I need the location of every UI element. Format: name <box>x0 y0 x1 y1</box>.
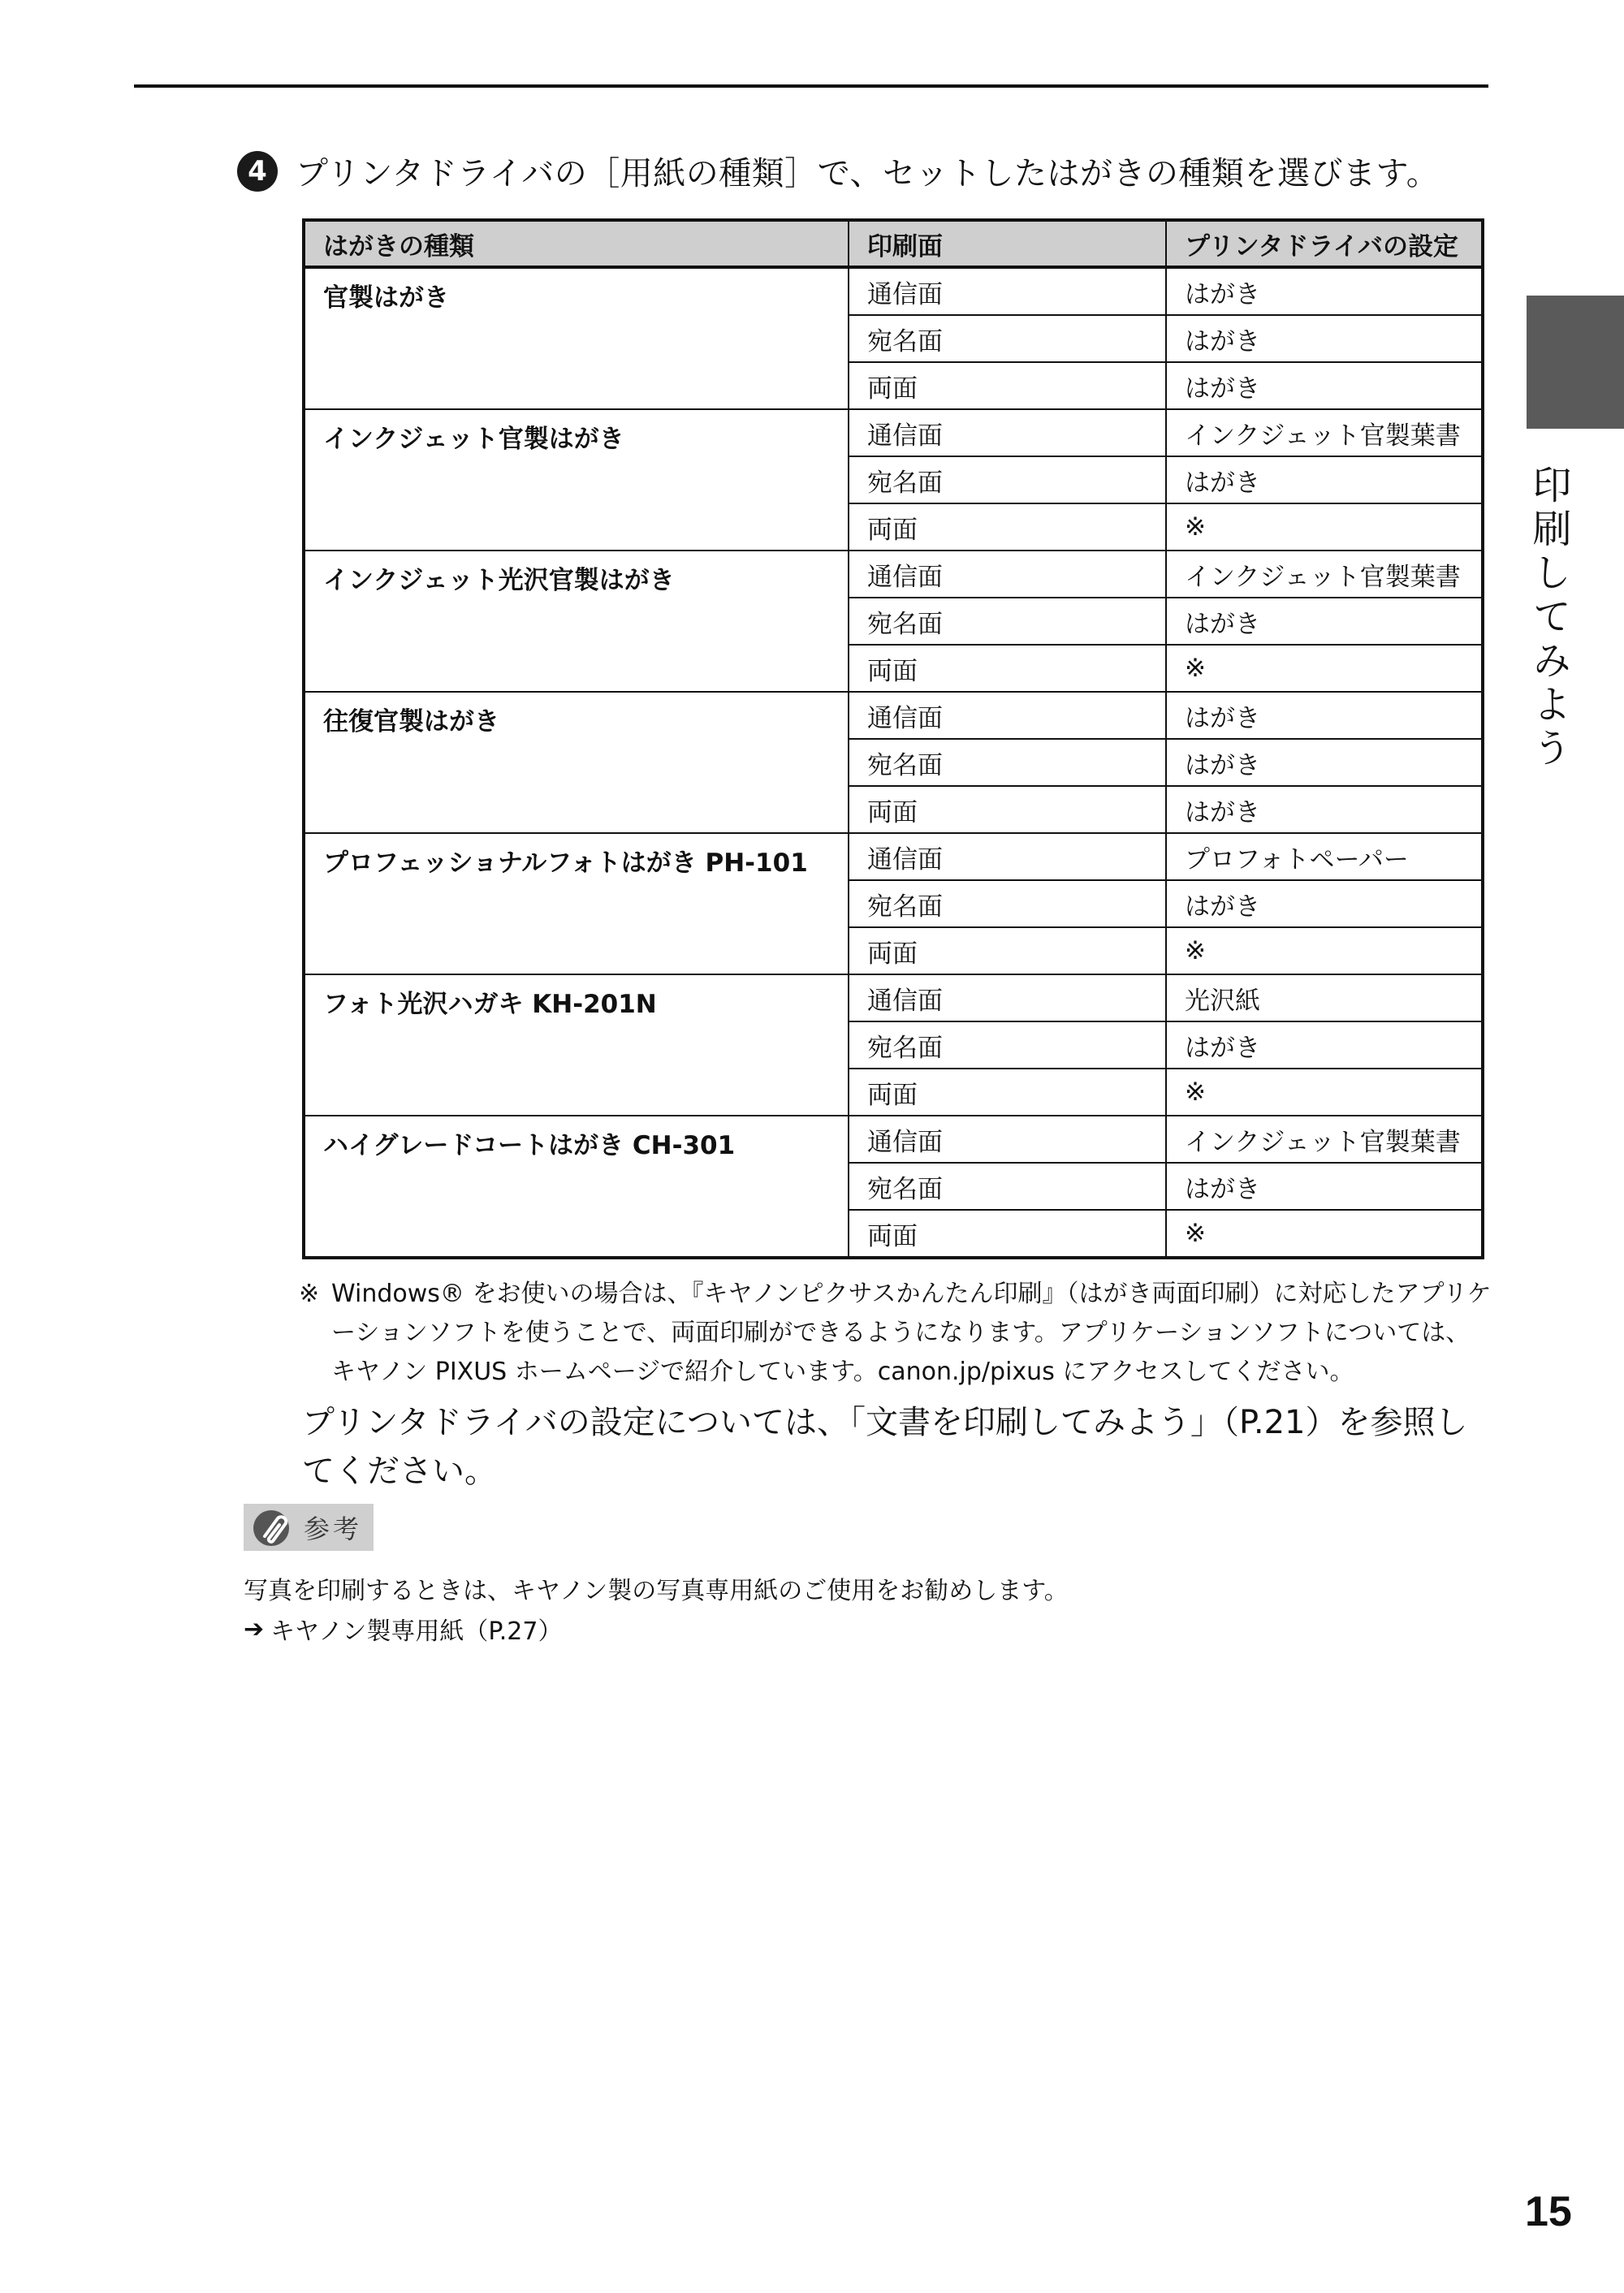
postcard-type-cell: 往復官製はがき <box>304 692 849 833</box>
reference-header <box>244 1504 374 1551</box>
header-postcard-type: はがきの種類 <box>304 220 849 267</box>
chapter-tab <box>1527 296 1624 429</box>
print-side-cell: 通信面 <box>849 833 1166 880</box>
driver-setting-cell: ※ <box>1166 1069 1483 1116</box>
table-row <box>304 833 1483 880</box>
driver-setting-cell: ※ <box>1166 1210 1483 1258</box>
driver-setting-cell: インクジェット官製葉書 <box>1166 409 1483 456</box>
postcard-type-cell: プロフェッショナルフォトはがき PH-101 <box>304 833 849 974</box>
reference-tip: 写真を印刷するときは、キヤノン製の写真専用紙のご使用をお勧めします。 <box>244 1577 1069 1605</box>
postcard-type-cell: インクジェット光沢官製はがき <box>304 551 849 692</box>
driver-setting-cell: はがき <box>1166 692 1483 739</box>
reference-badge <box>244 1504 374 1551</box>
driver-setting-cell: はがき <box>1166 315 1483 362</box>
paperclip-icon <box>247 1504 304 1551</box>
print-side-cell: 両面 <box>849 1069 1166 1116</box>
print-side-cell: 宛名面 <box>849 1163 1166 1210</box>
step-4 <box>237 148 1439 194</box>
postcard-type-cell: フォト光沢ハガキ KH-201N <box>304 974 849 1116</box>
step-number-badge: 4 <box>237 151 278 192</box>
driver-setting-cell: ※ <box>1166 503 1483 551</box>
reference-link-line <box>244 1611 562 1647</box>
driver-setting-cell: はがき <box>1166 362 1483 409</box>
driver-setting-cell: インクジェット官製葉書 <box>1166 551 1483 598</box>
postcard-type-table <box>302 218 1484 1259</box>
chapter-title: 印刷してみよう <box>1526 464 1571 771</box>
header-print-side: 印刷面 <box>849 220 1166 267</box>
print-side-cell: 通信面 <box>849 551 1166 598</box>
arrow-icon: ➔ <box>244 1614 265 1643</box>
print-side-cell: 両面 <box>849 927 1166 974</box>
top-rule <box>134 84 1488 88</box>
table-row <box>304 551 1483 598</box>
reference-label: 参考 <box>304 1514 363 1544</box>
driver-setting-cell: ※ <box>1166 645 1483 692</box>
table-row <box>304 267 1483 315</box>
print-side-cell: 宛名面 <box>849 880 1166 927</box>
print-side-cell: 通信面 <box>849 974 1166 1021</box>
driver-setting-cell: はがき <box>1166 1021 1483 1069</box>
print-side-cell: 通信面 <box>849 692 1166 739</box>
driver-setting-cell: はがき <box>1166 880 1483 927</box>
header-driver-setting: プリンタドライバの設定 <box>1166 220 1483 267</box>
driver-setting-cell: はがき <box>1166 786 1483 833</box>
driver-setting-cell: 光沢紙 <box>1166 974 1483 1021</box>
table-row <box>304 974 1483 1021</box>
print-side-cell: 宛名面 <box>849 456 1166 503</box>
print-side-cell: 宛名面 <box>849 1021 1166 1069</box>
driver-setting-cell: ※ <box>1166 927 1483 974</box>
print-side-cell: 宛名面 <box>849 315 1166 362</box>
print-side-cell: 宛名面 <box>849 598 1166 645</box>
page-number: 15 <box>1525 2188 1572 2235</box>
print-side-cell: 通信面 <box>849 409 1166 456</box>
driver-setting-cell: プロフォトペーパー <box>1166 833 1483 880</box>
footnote <box>299 1275 1492 1392</box>
footnote-mark: ※ <box>299 1280 320 1308</box>
postcard-type-cell: 官製はがき <box>304 267 849 409</box>
step-instruction: プリンタドライバの［用紙の種類］で、セットしたはがきの種類を選びます。 <box>296 155 1440 192</box>
print-side-cell: 通信面 <box>849 267 1166 315</box>
print-side-cell: 両面 <box>849 786 1166 833</box>
table-row <box>304 1116 1483 1163</box>
print-side-cell: 通信面 <box>849 1116 1166 1163</box>
driver-setting-cell: はがき <box>1166 267 1483 315</box>
footnote-text: Windows® をお使いの場合は、『キヤノンピクサスかんたん印刷』（はがき両面印刷）に対応したアプリケーションソフトを使うことで、両面印刷ができるようになります。アプリケーションソフトについては、キヤノン PIXUS ホームページで紹介しています。canon.jp/pixus にアクセスしてください。 <box>331 1280 1492 1386</box>
print-side-cell: 宛名面 <box>849 739 1166 786</box>
driver-setting-cell: はがき <box>1166 1163 1483 1210</box>
driver-settings-paragraph: プリンタドライバの設定については、「文書を印刷してみよう」（P.21）を参照してください。 <box>302 1404 1468 1490</box>
table-row <box>304 692 1483 739</box>
postcard-type-cell: インクジェット官製はがき <box>304 409 849 551</box>
print-side-cell: 両面 <box>849 503 1166 551</box>
print-side-cell: 両面 <box>849 645 1166 692</box>
reference-link[interactable]: キヤノン製専用紙（P.27） <box>270 1617 563 1646</box>
print-side-cell: 両面 <box>849 362 1166 409</box>
print-side-cell: 両面 <box>849 1210 1166 1258</box>
driver-setting-cell: はがき <box>1166 739 1483 786</box>
table-row <box>304 409 1483 456</box>
driver-setting-cell: はがき <box>1166 598 1483 645</box>
driver-setting-cell: はがき <box>1166 456 1483 503</box>
driver-setting-cell: インクジェット官製葉書 <box>1166 1116 1483 1163</box>
postcard-type-cell: ハイグレードコートはがき CH-301 <box>304 1116 849 1258</box>
table-header-row <box>304 220 1483 267</box>
